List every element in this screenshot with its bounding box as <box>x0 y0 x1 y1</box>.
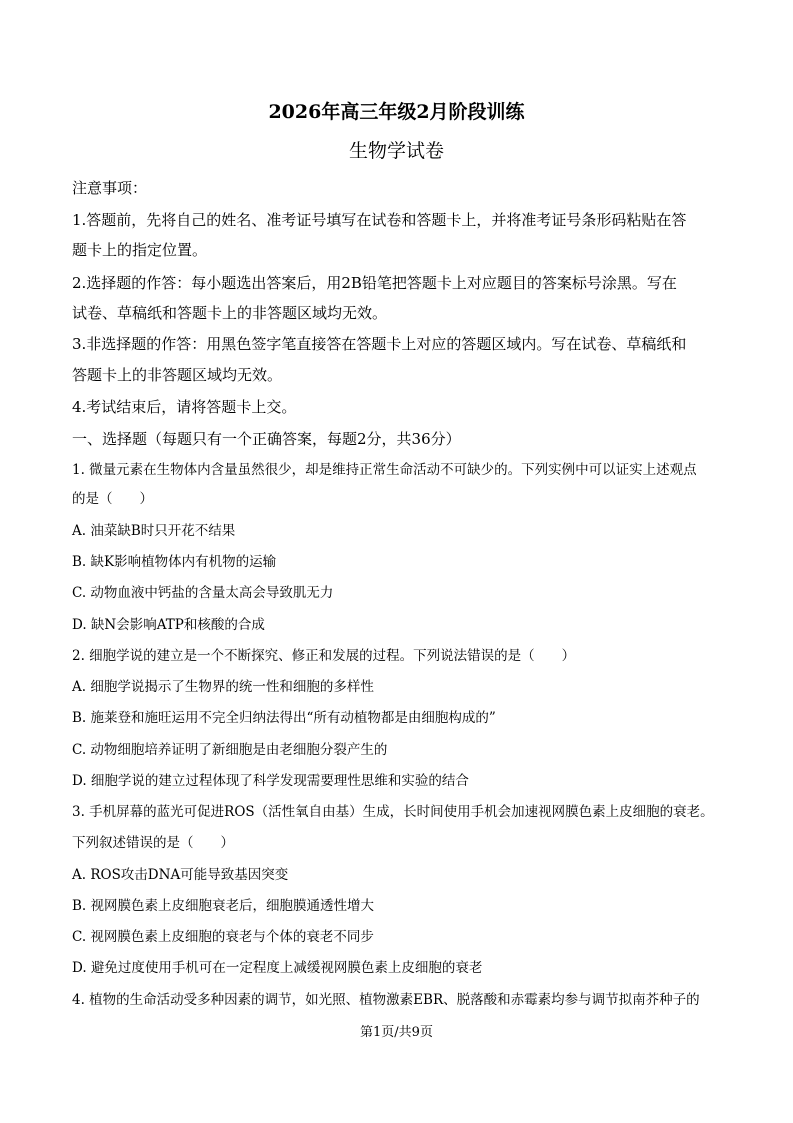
section-heading: 一、选择题（每题只有一个正确答案，每题2分，共36分） <box>72 430 461 448</box>
exam-title: 2026年高三年级2月阶段训练 <box>268 101 525 123</box>
question-2-option-a: A. 细胞学说揭示了生物界的统一性和细胞的多样性 <box>72 679 374 695</box>
question-1-option-a: A. 油菜缺B时只开花不结果 <box>72 523 236 539</box>
question-1-stem: 1. 微量元素在生物体内含量虽然很少，却是维持正常生命活动不可缺少的。下列实例中可以证实上述观点 <box>72 462 697 478</box>
question-1-option-b: B. 缺K影响植物体内有机物的运输 <box>72 554 277 570</box>
question-4-stem: 4. 植物的生命活动受多种因素的调节，如光照、植物激素EBR、脱落酸和赤霉素均参与调节拟南芥种子的 <box>72 992 700 1008</box>
notice-1-line-2: 题卡上的指定位置。 <box>72 241 208 259</box>
question-3-stem-cont: 下列叙述错误的是（ ） <box>72 835 234 851</box>
question-3-option-c: C. 视网膜色素上皮细胞的衰老与个体的衰老不同步 <box>72 929 374 945</box>
page-footer: 第1页/共9页 <box>360 1025 433 1040</box>
question-3-option-b: B. 视网膜色素上皮细胞衰老后，细胞膜通透性增大 <box>72 898 375 914</box>
notice-3-line-2: 答题卡上的非答题区域均无效。 <box>72 366 283 384</box>
question-3-option-a: A. ROS攻击DNA可能导致基因突变 <box>72 867 289 883</box>
question-2-option-d: D. 细胞学说的建立过程体现了科学发现需要理性思维和实验的结合 <box>72 773 469 789</box>
notice-4-line-1: 4.考试结束后，请将答题卡上交。 <box>72 398 297 416</box>
question-3-option-d: D. 避免过度使用手机可在一定程度上减缓视网膜色素上皮细胞的衰老 <box>72 960 483 976</box>
notice-2-line-2: 试卷、草稿纸和答题卡上的非答题区域均无效。 <box>72 304 388 322</box>
question-3-stem: 3. 手机屏幕的蓝光可促进ROS（活性氧自由基）生成，长时间使用手机会加速视网膜色素上皮细胞的衰老。 <box>72 804 714 820</box>
question-2-stem: 2. 细胞学说的建立是一个不断探究、修正和发展的过程。下列说法错误的是（ ） <box>72 648 576 664</box>
notice-1-line-1: 1.答题前，先将自己的姓名、准考证号填写在试卷和答题卡上，并将准考证号条形码粘贴在答 <box>72 211 687 229</box>
question-1-option-d: D. 缺N会影响ATP和核酸的合成 <box>72 617 265 633</box>
notice-2-line-1: 2.选择题的作答：每小题选出答案后，用2B铅笔把答题卡上对应题目的答案标号涂黑。写在 <box>72 274 677 292</box>
question-1-stem-cont: 的是（ ） <box>72 491 153 507</box>
question-2-option-c: C. 动物细胞培养证明了新细胞是由老细胞分裂产生的 <box>72 742 388 758</box>
notice-3-line-1: 3.非选择题的作答：用黑色签字笔直接答在答题卡上对应的答题区域内。写在试卷、草稿纸和 <box>72 335 687 353</box>
notice-heading: 注意事项： <box>72 179 148 197</box>
question-1-option-c: C. 动物血液中钙盐的含量太高会导致肌无力 <box>72 585 334 601</box>
question-2-option-b: B. 施莱登和施旺运用不完全归纳法得出“所有动植物都是由细胞构成的” <box>72 710 496 726</box>
exam-subtitle: 生物学试卷 <box>348 140 444 162</box>
